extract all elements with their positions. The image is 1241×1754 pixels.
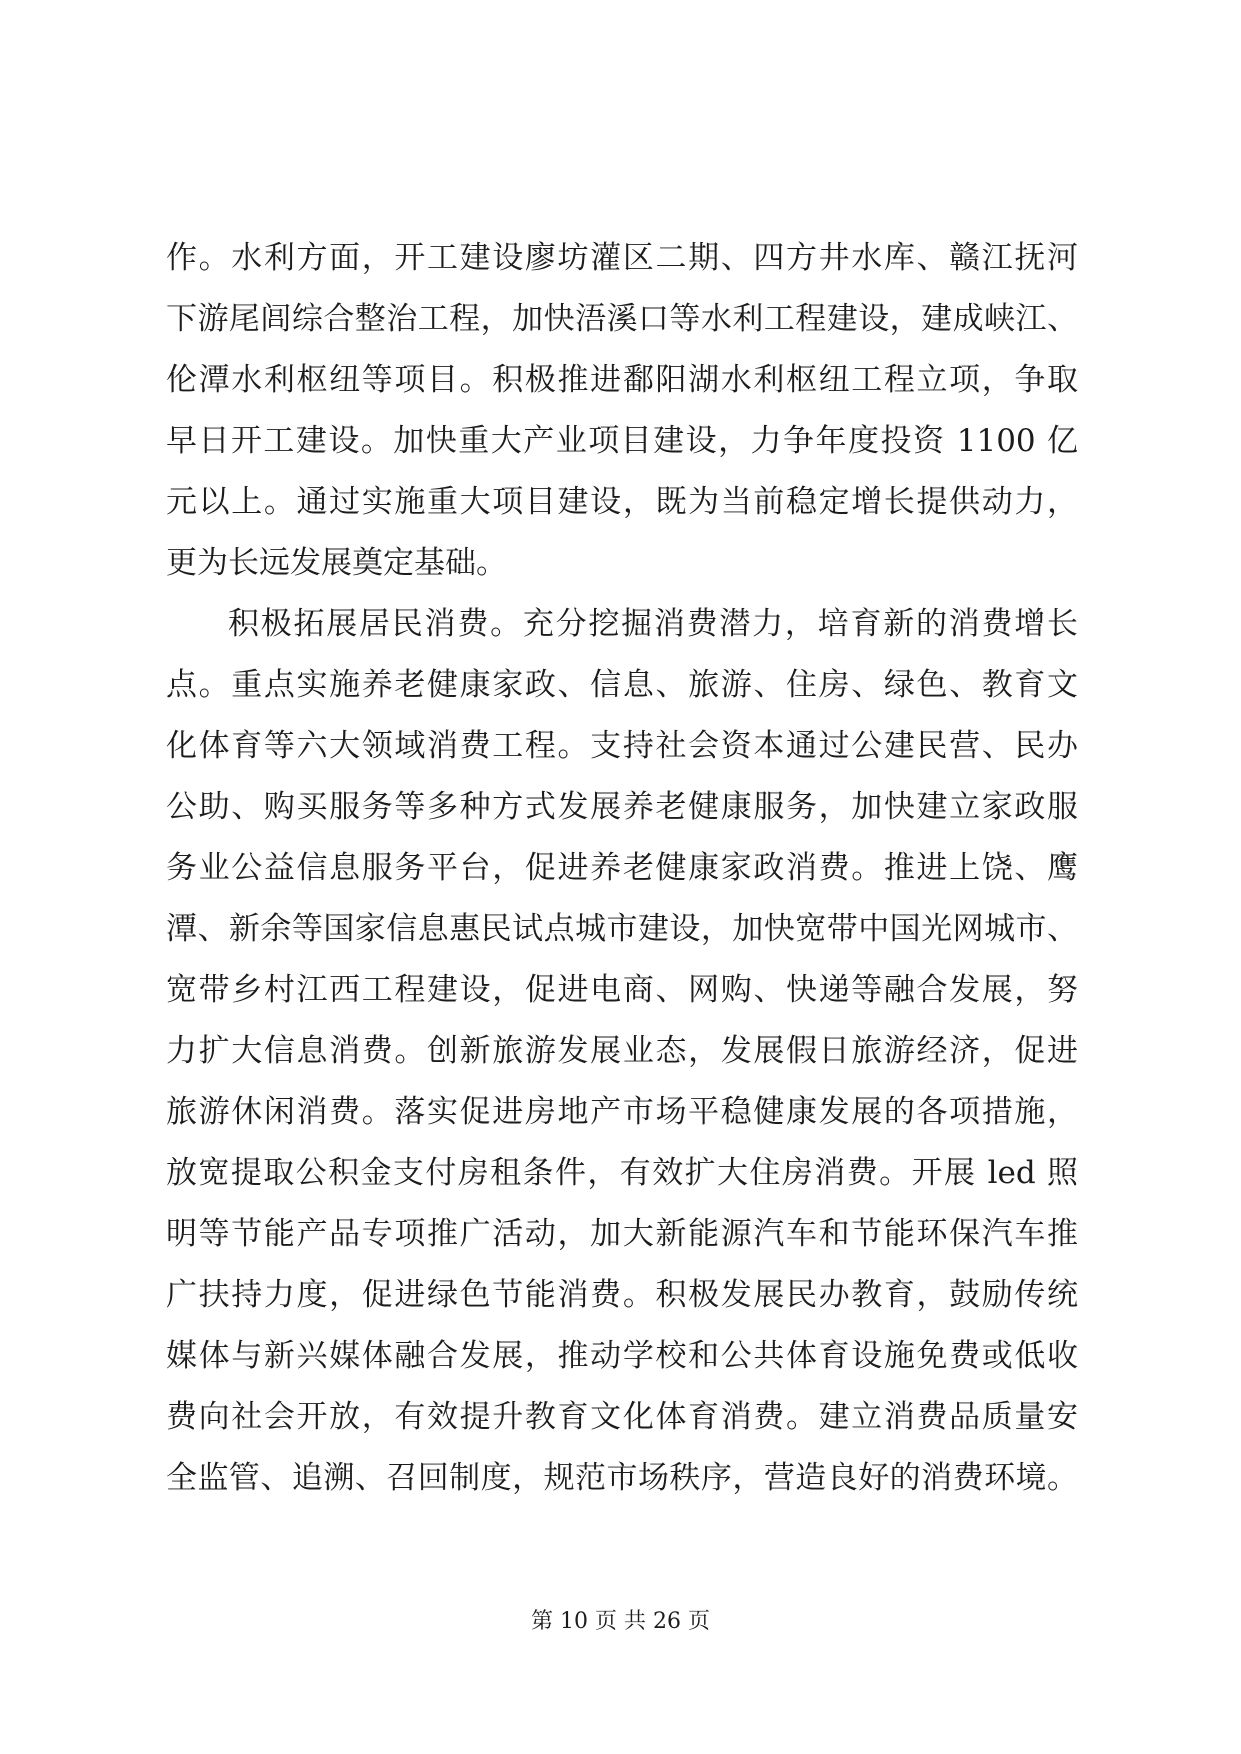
paragraph-1-line-3: 伦潭水利枢纽等项目。积极推进鄱阳湖水利枢纽工程立项，争取 [166,362,1078,398]
paragraph-2-line-10: 放宽提取公积金支付房租条件，有效扩大住房消费。开展 led 照 [166,1155,1078,1191]
paragraph-2-line-9: 旅游休闲消费。落实促进房地产市场平稳健康发展的各项措施， [166,1094,1078,1130]
paragraph-1-line-1: 作。水利方面，开工建设廖坊灌区二期、四方井水库、赣江抚河 [166,240,1078,276]
paragraph-2-line-13: 媒体与新兴媒体融合发展，推动学校和公共体育设施免费或低收 [166,1338,1078,1374]
paragraph-1-line-2: 下游尾闾综合整治工程，加快浯溪口等水利工程建设，建成峡江、 [166,301,1078,337]
paragraph-2-line-5: 务业公益信息服务平台，促进养老健康家政消费。推进上饶、鹰 [166,850,1078,886]
paragraph-1-line-6: 更为长远发展奠定基础。 [166,545,507,581]
paragraph-2-line-11: 明等节能产品专项推广活动，加大新能源汽车和节能环保汽车推 [166,1216,1078,1252]
paragraph-1-line-4: 早日开工建设。加快重大产业项目建设，力争年度投资 1100 亿 [166,423,1078,459]
paragraph-2-line-3: 化体育等六大领域消费工程。支持社会资本通过公建民营、民办 [166,728,1078,764]
paragraph-2-line-7: 宽带乡村江西工程建设，促进电商、网购、快递等融合发展，努 [166,972,1078,1008]
paragraph-2-line-4: 公助、购买服务等多种方式发展养老健康服务，加快建立家政服 [166,789,1078,825]
paragraph-2-line-6: 潭、新余等国家信息惠民试点城市建设，加快宽带中国光网城市、 [166,911,1078,947]
paragraph-2-line-1: 积极拓展居民消费。充分挖掘消费潜力，培育新的消费增长 [228,606,1078,642]
paragraph-2-line-8: 力扩大信息消费。创新旅游发展业态，发展假日旅游经济，促进 [166,1033,1078,1069]
paragraph-2-line-2: 点。重点实施养老健康家政、信息、旅游、住房、绿色、教育文 [166,667,1078,703]
body-text [166,228,1078,1509]
paragraph-1-line-5: 元以上。通过实施重大项目建设，既为当前稳定增长提供动力， [166,484,1078,520]
paragraph-2-line-14: 费向社会开放，有效提升教育文化体育消费。建立消费品质量安 [166,1399,1078,1435]
page-number-footer: 第 10 页 共 26 页 [531,1609,710,1634]
paragraph-2-line-15: 全监管、追溯、召回制度，规范市场秩序，营造良好的消费环境。 [166,1460,1078,1496]
paragraph-2-line-12: 广扶持力度，促进绿色节能消费。积极发展民办教育，鼓励传统 [166,1277,1078,1313]
